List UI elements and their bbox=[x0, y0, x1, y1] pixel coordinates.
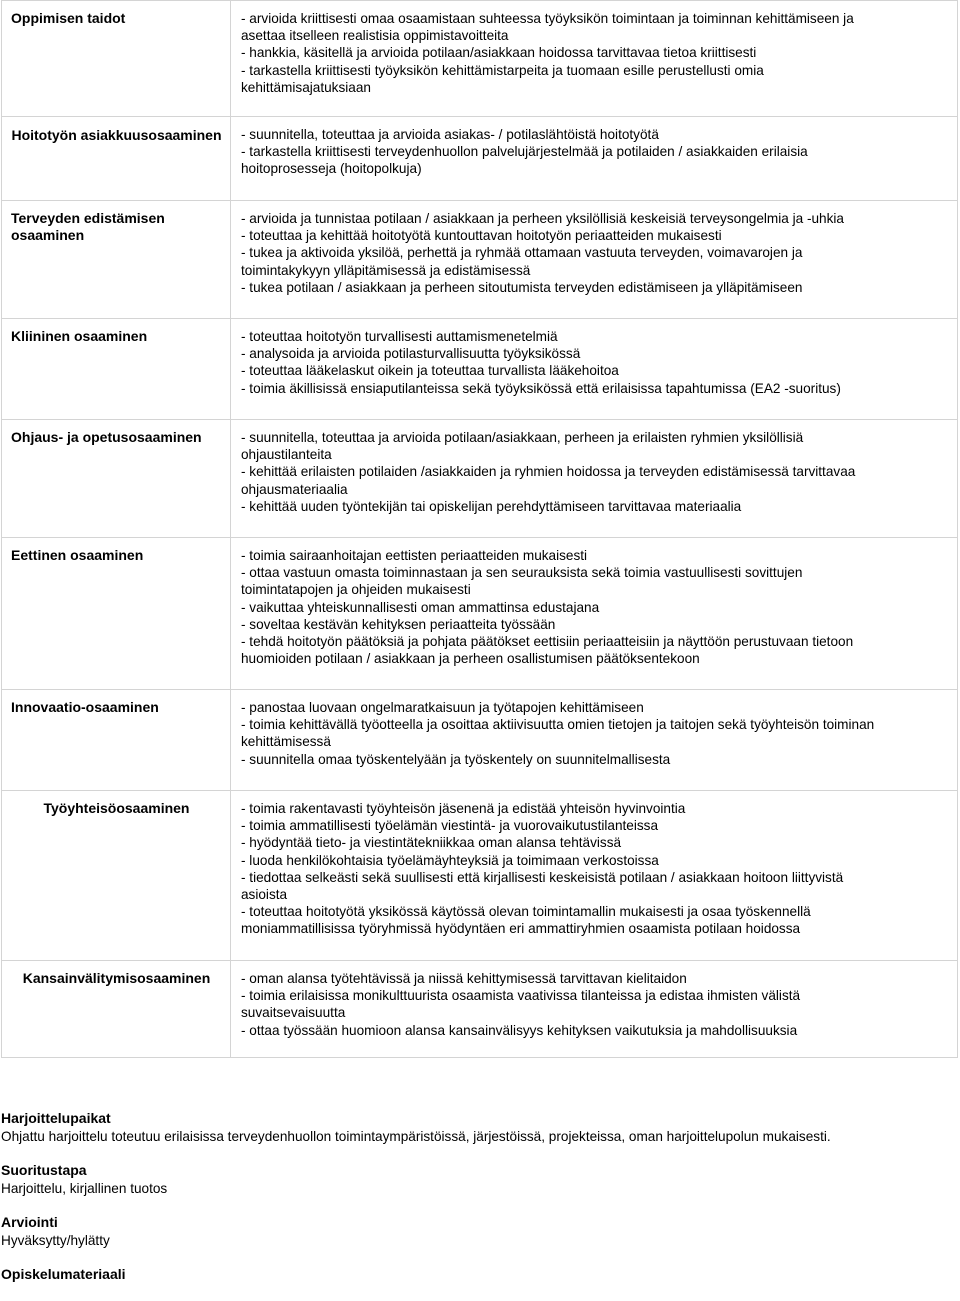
description-line: - hankkia, käsitellä ja arvioida potilaan/asiakkaan hoidossa tarvittavaa tietoa kriittisesti bbox=[241, 45, 757, 61]
description-line: - tiedottaa selkeästi sekä suullisesti että kirjallisesti keskeisistä potilaan / asiakkaan hoitoon liittyvistä bbox=[241, 869, 844, 885]
method-heading: Suoritustapa bbox=[1, 1162, 87, 1178]
description-line: - toimia sairaanhoitajan eettisten periaatteiden mukaisesti bbox=[241, 548, 588, 563]
description-line: - analysoida ja arvioida potilasturvallisuutta työyksikössä bbox=[241, 346, 581, 362]
competence-label: Hoitotyön asiakkuusosaaminen bbox=[2, 117, 231, 201]
method-section bbox=[1, 1162, 959, 1197]
description-line: kehittämisessä bbox=[241, 734, 331, 750]
competence-description bbox=[231, 961, 958, 1058]
description-line: - vaikuttaa yhteiskunnallisesti oman ammattinsa edustajana bbox=[241, 599, 600, 615]
description-line: - toimia erilaisissa monikulttuurista osaamista vaativissa tilanteissa ja edistaa ihmisten välistä bbox=[241, 988, 801, 1004]
description-line: asettaa itselleen realistisia oppimistavoitteita bbox=[241, 28, 509, 44]
description-line: - tarkastella kriittisesti työyksikön kehittämistarpeita ja tuomaan esille perustellusti omia bbox=[241, 62, 764, 78]
description-line: - ottaa työssään huomioon alansa kansainvälisyys kehityksen vaikutuksia ja mahdollisuuksia bbox=[241, 1022, 798, 1038]
competence-description bbox=[231, 690, 958, 791]
competence-description bbox=[231, 791, 958, 961]
table-row bbox=[2, 1, 958, 117]
competence-description bbox=[231, 538, 958, 690]
table-row bbox=[2, 117, 958, 201]
table-row bbox=[2, 538, 958, 690]
description-line: ohjausmateriaalia bbox=[241, 481, 348, 497]
competence-label: Eettinen osaaminen bbox=[2, 538, 231, 690]
description-line: moniammatillisissa työryhmissä hyödyntäen eri ammattiryhmien osaamista potilaan hoidossa bbox=[241, 921, 801, 937]
description-line: - ottaa vastuun omasta toiminnastaan ja sen seurauksista sekä toimia vastuullisesti sovittujen bbox=[241, 565, 803, 581]
description-line: - toimia rakentavasti työyhteisön jäsenenä ja edistää yhteisön hyvinvointia bbox=[241, 801, 686, 816]
description-line: - luoda henkilökohtaisia työelämäyhteyksiä ja toimimaan verkostoissa bbox=[241, 852, 659, 868]
description-line: hoitoprosesseja (hoitopolkuja) bbox=[241, 161, 422, 177]
competence-label: Ohjaus- ja opetusosaaminen bbox=[2, 420, 231, 538]
description-line: - soveltaa kestävän kehityksen periaatteita työssään bbox=[241, 616, 556, 632]
description-line: - suunnitella, toteuttaa ja arvioida potilaan/asiakkaan, perheen ja erilaisten ryhmien yksilöllisiä bbox=[241, 430, 804, 445]
competence-label: Oppimisen taidot bbox=[2, 1, 231, 117]
description-line: huomioiden potilaan / asiakkaan ja perheen osallistumisen päätöksentekoon bbox=[241, 651, 700, 667]
table-row bbox=[2, 420, 958, 538]
description-line: - tukea ja aktivoida yksilöä, perhettä ja ryhmää ottamaan vastuuta terveyden, voimavarojen ja bbox=[241, 245, 803, 261]
competence-label: Kansainvälitymisosaaminen bbox=[2, 961, 231, 1058]
description-line: toimintakykyyn ylläpitämisessä ja edistämisessä bbox=[241, 262, 531, 278]
assessment-section bbox=[1, 1214, 959, 1249]
table-row bbox=[2, 690, 958, 791]
description-line: - kehittää erilaisten potilaiden /asiakkaiden ja ryhmien hoidossa ja terveyden edistämisessä tarvittavaa bbox=[241, 464, 856, 480]
description-line: - toimia ammatillisesti työelämän viestintä- ja vuorovaikutustilanteissa bbox=[241, 818, 659, 834]
description-line: - suunnitella omaa työskentelyään ja työskentely on suunnitelmallisesta bbox=[241, 751, 671, 767]
description-line: - tukea potilaan / asiakkaan ja perheen sitoutumista terveyden edistämiseen ja ylläpitämiseen bbox=[241, 279, 803, 295]
materials-heading: Opiskelumateriaali bbox=[1, 1266, 126, 1282]
competence-label: Kliininen osaaminen bbox=[2, 319, 231, 420]
table-row bbox=[2, 791, 958, 961]
description-line: asioista bbox=[241, 887, 288, 903]
description-line: - panostaa luovaan ongelmaratkaisuun ja työtapojen kehittämiseen bbox=[241, 700, 644, 715]
description-line: - arvioida kriittisesti omaa osaamistaan suhteessa työyksikön toimintaan ja toiminnan kehittämiseen ja bbox=[241, 11, 854, 26]
competence-description bbox=[231, 319, 958, 420]
description-line: - tarkastella kriittisesti terveydenhuollon palvelujärjestelmää ja potilaiden / asiakkaiden erilaisia bbox=[241, 144, 808, 160]
table-row bbox=[2, 319, 958, 420]
competence-label: Innovaatio-osaaminen bbox=[2, 690, 231, 791]
competence-description bbox=[231, 117, 958, 201]
description-line: - oman alansa työtehtävissä ja niissä kehittymisessä tarvittavan kielitaidon bbox=[241, 971, 687, 986]
competence-label: Työyhteisöosaaminen bbox=[2, 791, 231, 961]
description-line: suvaitsevaisuutta bbox=[241, 1005, 346, 1021]
description-line: - tehdä hoitotyön päätöksiä ja pohjata päätökset eettisiin periaatteisiin ja näyttöön perustuvaan tietoon bbox=[241, 634, 854, 650]
placement-text: Ohjattu harjoittelu toteutuu erilaisissa terveydenhuollon toimintaympäristöissä, järjestöissä, projekteissa, oman harjoittelupolun mukaisesti. bbox=[1, 1128, 831, 1144]
assessment-text: Hyväksytty/hylätty bbox=[1, 1232, 110, 1248]
description-line: - toteuttaa ja kehittää hoitotyötä kuntouttavan hoitotyön periaatteiden mukaisesti bbox=[241, 228, 722, 244]
course-details bbox=[1, 1110, 959, 1301]
placement-section bbox=[1, 1110, 959, 1145]
competence-description bbox=[231, 420, 958, 538]
assessment-heading: Arviointi bbox=[1, 1214, 58, 1230]
description-line: - hyödyntää tieto- ja viestintätekniikkaa oman alansa tehtävissä bbox=[241, 835, 622, 851]
method-text: Harjoittelu, kirjallinen tuotos bbox=[1, 1180, 168, 1196]
description-line: - arvioida ja tunnistaa potilaan / asiakkaan ja perheen yksilöllisiä keskeisiä terveysongelmia ja -uhkia bbox=[241, 211, 844, 226]
description-line: kehittämisajatuksiaan bbox=[241, 79, 371, 95]
description-line: - toteuttaa hoitotyön turvallisesti auttamismenetelmiä bbox=[241, 329, 558, 344]
description-line: - toteuttaa hoitotyötä yksikössä käytössä olevan toimintamallin mukaisesti ja osaa työskennellä bbox=[241, 904, 811, 920]
competence-label: Terveyden edistämisen osaaminen bbox=[2, 201, 231, 319]
table-row bbox=[2, 201, 958, 319]
placement-heading: Harjoittelupaikat bbox=[1, 1110, 111, 1126]
materials-section bbox=[1, 1266, 959, 1284]
description-line: - toimia äkillisissä ensiaputilanteissa sekä työyksikössä että erilaisissa tapahtumissa (EA2 -suoritus) bbox=[241, 380, 841, 396]
competence-description bbox=[231, 201, 958, 319]
description-line: - suunnitella, toteuttaa ja arvioida asiakas- / potilaslähtöistä hoitotyötä bbox=[241, 127, 659, 142]
description-line: toimintatapojen ja ohjeiden mukaisesti bbox=[241, 582, 471, 598]
table-row bbox=[2, 961, 958, 1058]
competence-table bbox=[1, 0, 958, 1058]
description-line: - kehittää uuden työntekijän tai opiskelijan perehdyttämiseen tarvittavaa materiaalia bbox=[241, 498, 742, 514]
competence-description bbox=[231, 1, 958, 117]
description-line: - toteuttaa lääkelaskut oikein ja toteuttaa turvallista lääkehoitoa bbox=[241, 363, 619, 379]
description-line: ohjaustilanteita bbox=[241, 447, 332, 463]
description-line: - toimia kehittävällä työotteella ja osoittaa aktiivisuutta omien tietojen ja taitojen sekä työyhteisön toiminan bbox=[241, 717, 875, 733]
